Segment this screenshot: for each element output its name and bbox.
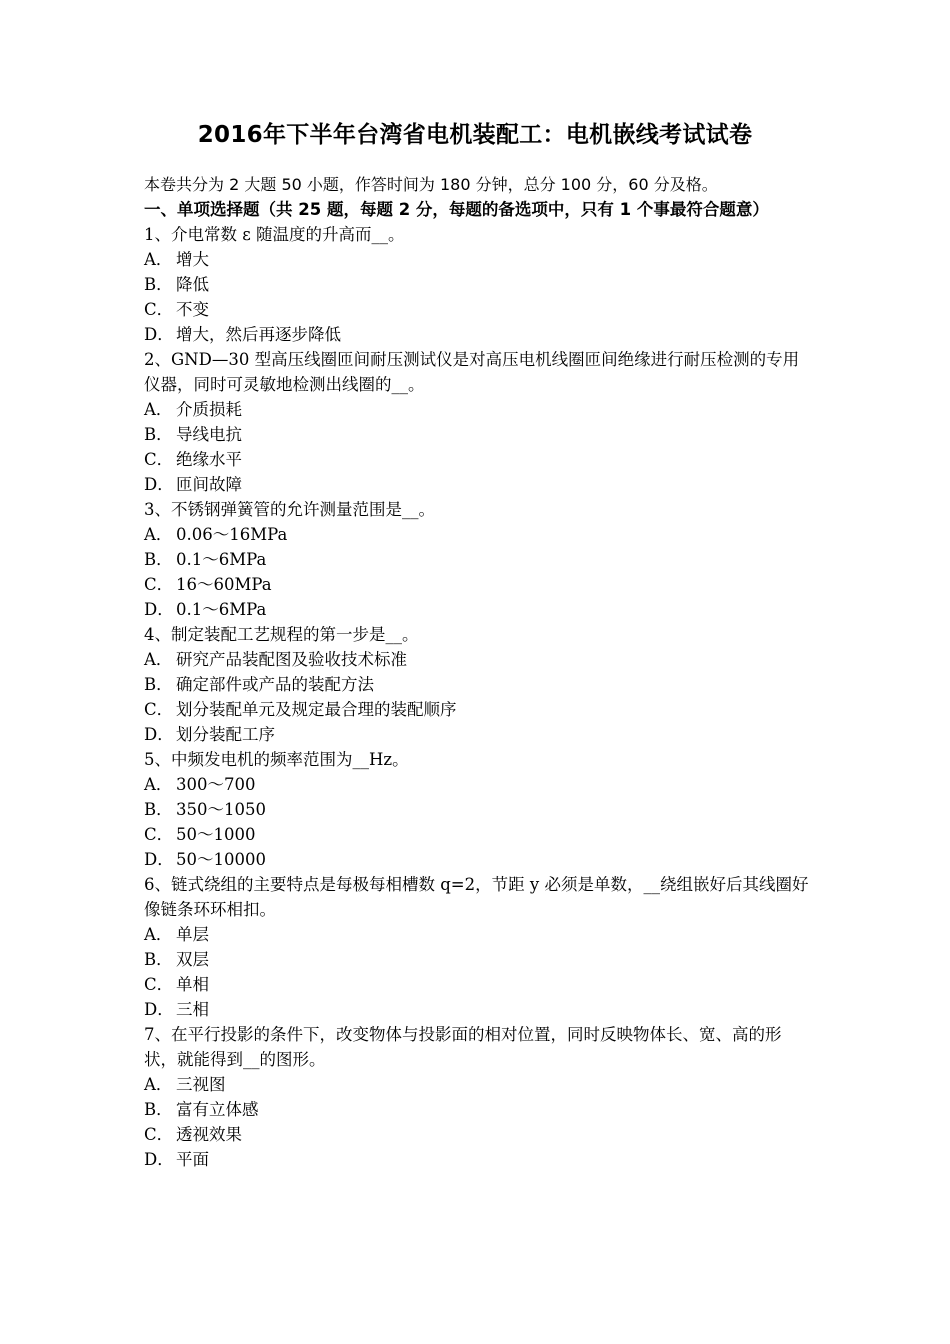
question-stem: 3、不锈钢弹簧管的允许测量范围是__。 [144,500,435,519]
option-letter: A． [144,250,173,269]
option-letter: D． [144,1150,174,1169]
option-letter: B． [144,950,173,969]
option-letter: C． [144,825,174,844]
option-text: 三相 [176,1000,209,1019]
option-c [144,697,809,722]
option-text: 三视图 [176,1075,226,1094]
option-letter: B． [144,1100,173,1119]
option-letter: A． [144,925,173,944]
option-letter: B． [144,425,173,444]
option-letter: C． [144,975,174,994]
option-text: 导线电抗 [176,425,242,444]
exam-intro: 本卷共分为 2 大题 50 小题，作答时间为 180 分钟，总分 100 分，60 分及格。 [144,175,718,194]
option-c [144,822,809,847]
question-item [144,622,809,747]
question-stem: 7、在平行投影的条件下，改变物体与投影面的相对位置，同时反映物体长、宽、高的形状，就能得到__的图形。 [144,1025,782,1069]
option-letter: B． [144,800,173,819]
option-text: 双层 [176,950,209,969]
question-item [144,497,809,622]
question-stem: 4、制定装配工艺规程的第一步是__。 [144,625,419,644]
option-b [144,547,809,572]
option-b [144,797,809,822]
option-letter: B． [144,675,173,694]
option-text: 0.1～6MPa [176,550,267,569]
option-text: 16～60MPa [176,575,272,594]
option-letter: D． [144,600,174,619]
option-c [144,447,809,472]
option-text: 确定部件或产品的装配方法 [176,675,374,694]
question-stem: 1、介电常数 ε 随温度的升高而__。 [144,225,405,244]
option-letter: B． [144,275,173,294]
option-a [144,1072,809,1097]
option-text: 透视效果 [176,1125,242,1144]
option-b [144,1097,809,1122]
option-letter: C． [144,300,174,319]
option-text: 50～1000 [176,825,256,844]
option-d [144,322,809,347]
option-b [144,947,809,972]
option-letter: A． [144,1075,173,1094]
option-text: 50～10000 [176,850,266,869]
question-stem: 6、链式绕组的主要特点是每极每相槽数 q=2，节距 y 必须是单数，__绕组嵌好后其线圈好像链条环环相扣。 [144,875,809,919]
option-letter: C． [144,1125,174,1144]
option-a [144,647,809,672]
option-text: 单层 [176,925,209,944]
question-item [144,747,809,872]
document-body [144,172,809,1172]
option-letter: A． [144,650,173,669]
option-text: 0.06～16MPa [176,525,288,544]
option-b [144,422,809,447]
option-a [144,922,809,947]
option-letter: D． [144,1000,174,1019]
option-text: 350～1050 [176,800,266,819]
option-text: 划分装配工序 [176,725,275,744]
option-text: 300～700 [176,775,256,794]
option-letter: C． [144,700,174,719]
option-a [144,397,809,422]
option-text: 富有立体感 [176,1100,259,1119]
option-c [144,572,809,597]
option-d [144,597,809,622]
option-d [144,997,809,1022]
option-c [144,972,809,997]
option-letter: B． [144,550,173,569]
option-letter: A． [144,775,173,794]
option-letter: D． [144,325,174,344]
option-c [144,297,809,322]
option-text: 0.1～6MPa [176,600,267,619]
option-d [144,472,809,497]
option-b [144,672,809,697]
option-text: 增大 [176,250,209,269]
option-letter: D． [144,850,174,869]
page-title: 2016年下半年台湾省电机装配工：电机嵌线考试试卷 [197,122,753,148]
option-a [144,522,809,547]
question-item [144,347,809,497]
option-b [144,272,809,297]
option-d [144,722,809,747]
option-a [144,247,809,272]
option-letter: D． [144,725,174,744]
option-text: 不变 [176,300,209,319]
option-letter: C． [144,450,174,469]
question-item [144,872,809,1022]
option-text: 平面 [176,1150,209,1169]
option-text: 单相 [176,975,209,994]
option-c [144,1122,809,1147]
option-letter: A． [144,525,173,544]
option-letter: D． [144,475,174,494]
option-text: 降低 [176,275,209,294]
option-text: 介质损耗 [176,400,242,419]
option-d [144,1147,809,1172]
question-stem: 5、中频发电机的频率范围为__Hz。 [144,750,409,769]
question-item [144,1022,809,1172]
option-letter: C． [144,575,174,594]
question-item [144,222,809,347]
option-text: 研究产品装配图及验收技术标准 [176,650,407,669]
section-heading: 一、单项选择题（共 25 题，每题 2 分，每题的备选项中，只有 1 个事最符合题意） [144,200,769,219]
option-text: 绝缘水平 [176,450,242,469]
option-d [144,847,809,872]
option-a [144,772,809,797]
option-text: 增大，然后再逐步降低 [176,325,341,344]
option-letter: A． [144,400,173,419]
option-text: 划分装配单元及规定最合理的装配顺序 [176,700,457,719]
option-text: 匝间故障 [176,475,242,494]
question-stem: 2、GND—30 型高压线圈匝间耐压测试仪是对高压电机线圈匝间绝缘进行耐压检测的专用仪器，同时可灵敏地检测出线圈的__。 [144,350,800,394]
